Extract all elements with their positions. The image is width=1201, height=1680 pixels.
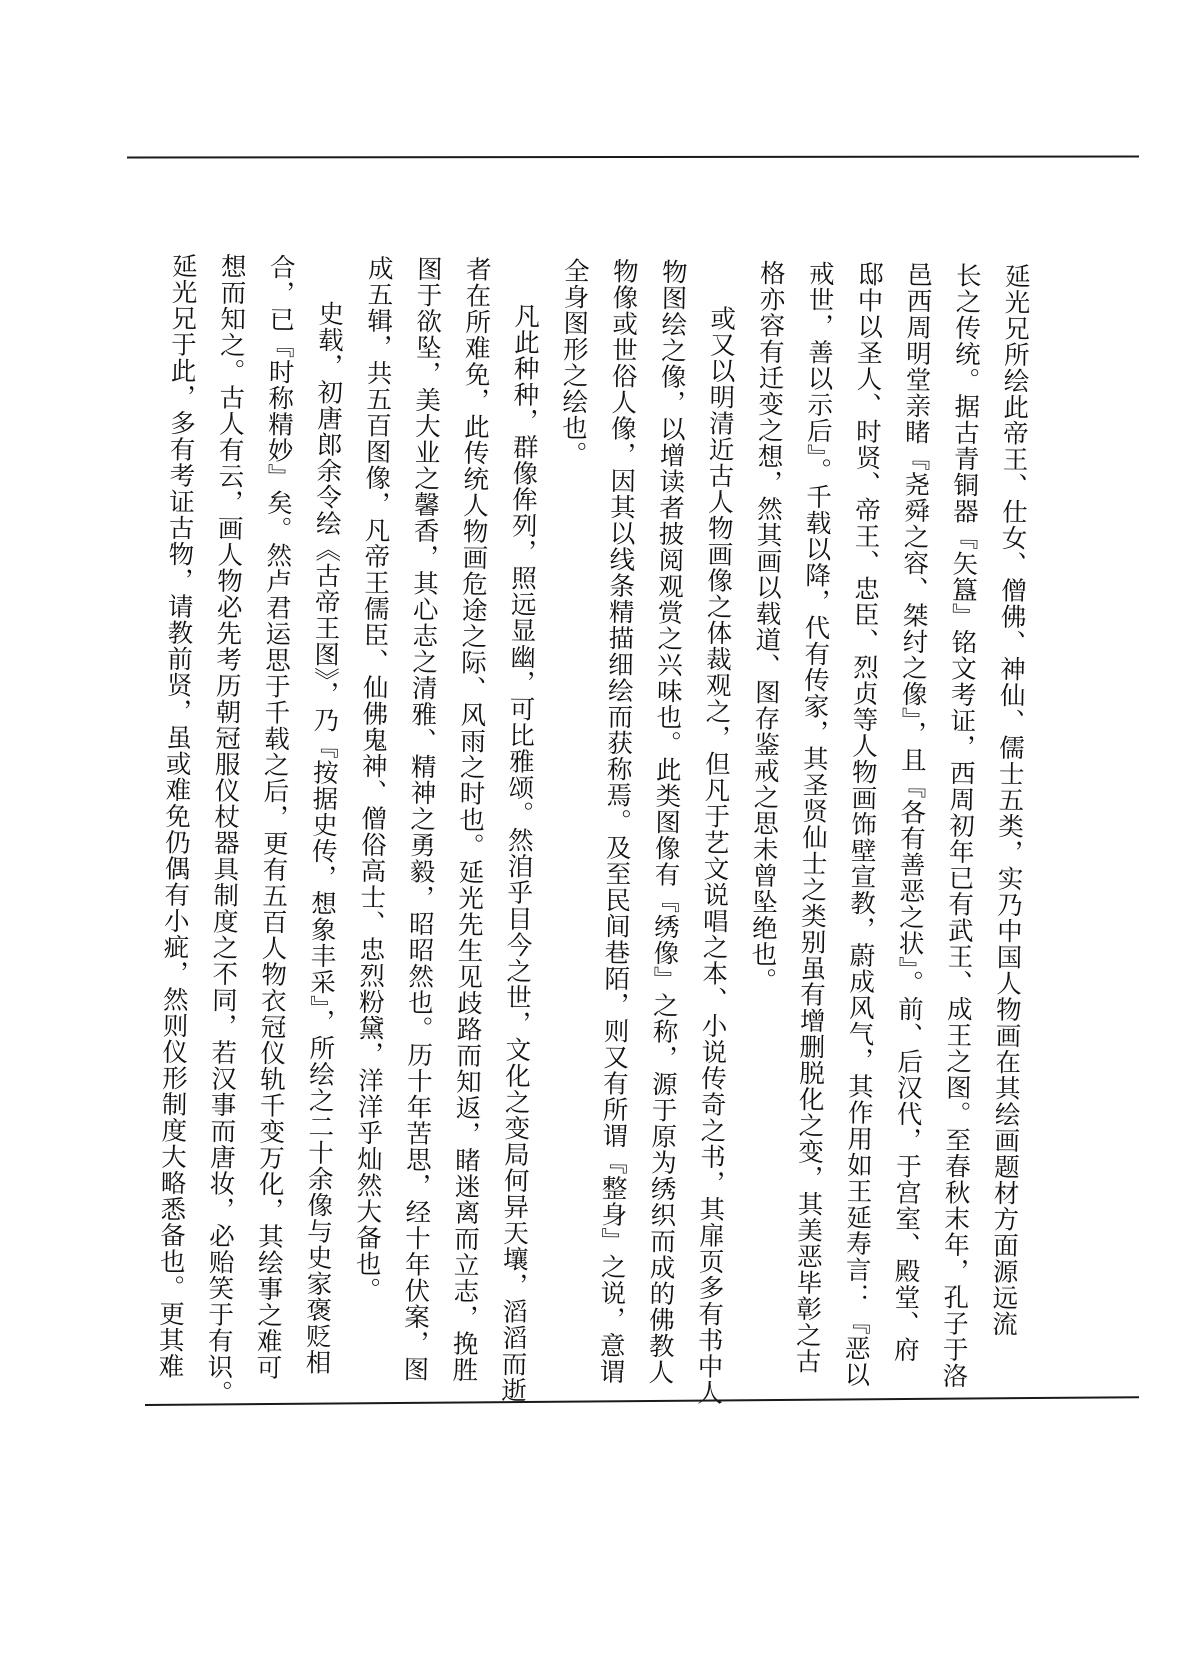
text-column: 邸中以圣人、时贤、帝王、忠臣、烈贞等人物画饰壁宣教，蔚成风气，其作用如王延寿言：『恶以	[840, 260, 884, 1388]
text-column: 想而知之。古人有云，画人物必先考历朝冠服仪杖器具制度之不同，若汉事而唐妆，必贻笑于有识。	[202, 253, 248, 1407]
text-column: 图于欲坠，美大业之馨香，其心志之清雅、精神之勇毅，昭昭然也。历十年苦思，经十年伏案，图	[399, 255, 444, 1383]
text-column: 者在所难免，此传统人物画危途之际、风雨之时也。延光先生见歧路而知返，睹迷离而立志，挽胜	[448, 256, 493, 1383]
text-column: 物像或世俗人像，因其以线条精描细绘而获称焉。及至民间巷陌，则又有所谓『整身』之说，意谓	[595, 257, 639, 1385]
bottom-rule	[145, 1396, 1139, 1406]
text-column: 史载，初唐郎余令绘《古帝王图》，乃『按据史传，想象丰采』，所绘之二十余像与史家褒贬相	[301, 300, 345, 1376]
text-column: 戒世，善以示后』。千载以降，代有传家，其圣贤仙士之类别虽有增删脱化之变，其美恶毕彰之古	[791, 260, 835, 1375]
text-column: 或又以明清近古人物画像之体裁观之，但凡于艺文说唱之本、小说传奇之书，其扉页多有书中人	[692, 305, 737, 1406]
vertical-text-body	[147, 252, 1082, 1407]
text-column: 延光兄于此，多有考证古物，请教前贤，虽或难免仍偶有小疵，然则仪形制度大略悉备也。更其难	[154, 252, 199, 1380]
text-column: 长之传统。据古青铜器『矢簋』铭文考证，西周初年已有武王、成王之图。至春秋末年，孔子于洛	[938, 262, 982, 1389]
text-column: 邑西周明堂亲睹『尧舜之容、桀纣之像』，且『各有善恶之状』。前、后汉代，于宫室、殿堂、府	[889, 261, 933, 1363]
text-column: 全身图形之绘也。	[557, 257, 591, 468]
text-column: 物图绘之像，以增读者披阅观赏之兴味也。此类图像有『绣像』之称，源于原为绣织而成的佛教人	[644, 258, 688, 1386]
text-column: 合，已『时称精妙』矣。然卢君运思于千载之后，更有五百人物衣冠仪轨千变万化，其绘事之难可	[252, 253, 297, 1381]
text-column: 凡此种种，群像侔列，照远显幽，可比雅颂。然洎乎目今之世，文化之变局何异天壤，滔滔而逝	[497, 302, 541, 1404]
text-column: 成五辑，共五百图像，凡帝王儒臣、仙佛鬼神、僧俗高士、忠烈粉黛，洋洋乎灿然大备也。	[351, 254, 395, 1304]
text-column: 格亦容有迁变之想，然其画以载道、图存鉴戒之思未曾坠绝也。	[747, 259, 786, 994]
text-column: 延光兄所绘此帝王、仕女、僧佛、神仙、儒士五类，实乃中国人物画在其绘画题材方面源远流	[987, 262, 1031, 1338]
top-rule	[127, 156, 1139, 159]
